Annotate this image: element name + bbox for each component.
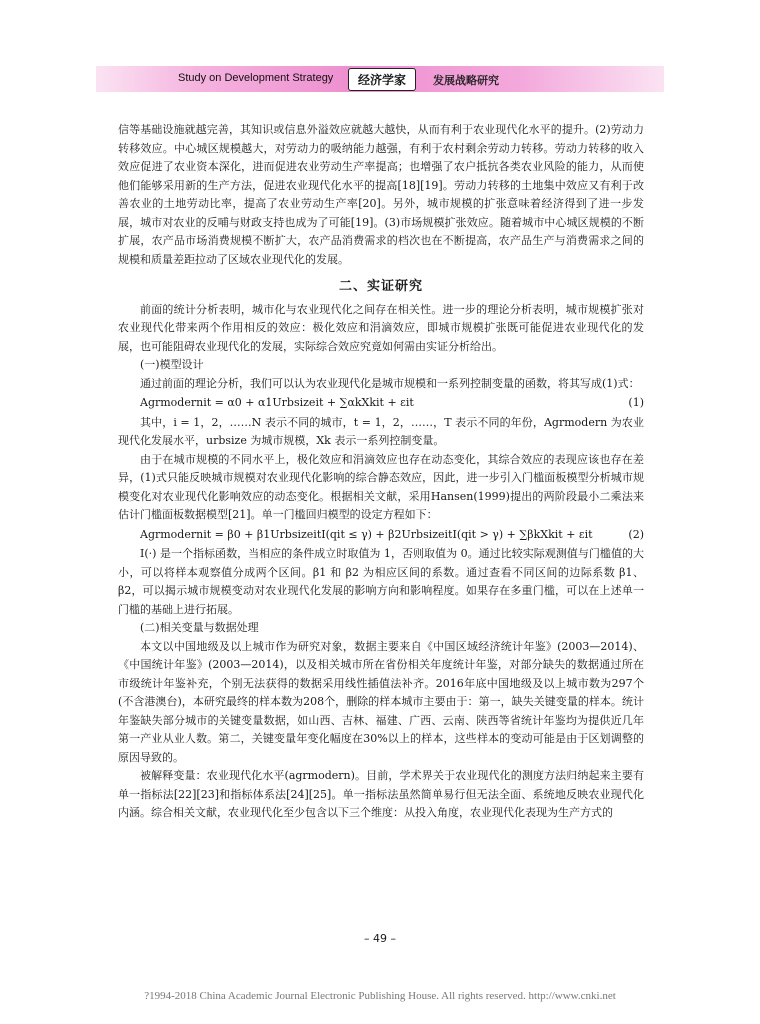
- equation-2: [118, 526, 644, 545]
- paragraph-8: 被解释变量：农业现代化水平(agrmodern)。目前，学术界关于农业现代化的测度方法归纳起来主要有单一指标法[22][23]和指标体系法[24][25]。单一指标法虽然简单易行但无法全面、系统地反映农业现代化内涵。综合相关文献，农业现代化至少包含以下三个维度：从投入角度，农业现代化表现为生产方式的: [118, 769, 644, 819]
- paragraph-6: I(·) 是一个指标函数，当相应的条件成立时取值为 1，否则取值为 0。通过比较实际观测值与门槛值的大小，可以将样本观察值分成两个区间。β1 和 β2 为相应区间的系数。通过查看不同区间的边际系数 β1、β2，可以揭示城市规模变动对农业现代化发展的影响方向和影响程度。如果存在多重门槛，可以在上述单一门槛的基础上进行拓展。: [118, 547, 644, 616]
- paragraph-2: 前面的统计分析表明，城市化与农业现代化之间存在相关性。进一步的理论分析表明，城市规模扩张对农业现代化带来两个作用相反的效应：极化效应和涓滴效应，即城市规模扩张既可能促进农业现代化的发展，也可能阻碍农业现代化的发展，实际综合效应究竟如何需由实证分析给出。: [118, 302, 644, 353]
- header-column-title: 发展战略研究: [433, 74, 499, 87]
- paragraph-7: 本文以中国地级及以上城市作为研究对象，数据主要来自《中国区域经济统计年鉴》(2003—2014)、《中国统计年鉴》(2003—2014)，以及相关城市所在省份相关年度统计年鉴，对部分缺失的数据通过所在市级统计年鉴补充，个别无法获得的数据采用线性插值法补齐。2016年底中国地级及以上城市数为297个(不含港澳台)，本研究最终的样本数为208个，删除的样本城市主要由于：第一，缺失关键变量的样本。统计年鉴缺失部分城市的关键变量数据，如山西、吉林、福建、广西、云南、陕西等省统计年鉴均为提供近几年第一产业从业人数。第二，关键变量年变化幅度在30%以上的样本，这些样本的变动可能是由于区划调整的原因导致的。: [118, 639, 644, 764]
- section-title: 二、实证研究: [338, 279, 423, 294]
- paragraph-4: 其中，i = 1，2，……N 表示不同的城市，t = 1，2，……，T 表示不同的年份，Agrmodern 为农业现代化发展水平，urbsize 为城市规模，Xk 表示一系列控制变量。: [118, 415, 644, 447]
- equation-1-formula: Agrmodernit = α0 + α1Urbsizeit + ∑αkXkit + εit: [140, 396, 414, 409]
- paragraph-5: 由于在城市规模的不同水平上，极化效应和涓滴效应也存在动态变化，其综合效应的表现应该也存在差异，(1)式只能反映城市规模对农业现代化影响的综合静态效应，因此，进一步引入门槛面板模型分析城市规模变化对农业现代化影响效应的动态变化。根据相关文献，采用Hansen(1999)提出的两阶段最小二乘法来估计门槛面板数据模型[21]。单一门槛回归模型的设定方程如下：: [118, 452, 644, 521]
- paragraph-1: 信等基础设施就越完善，其知识或信息外溢效应就越大越快，从而有利于农业现代化水平的提升。(2)劳动力转移效应。中心城区规模越大，对劳动力的吸纳能力越强，有利于农村剩余劳动力转移。劳动力转移的收入效应促进了农业资本深化，进而促进农业劳动生产率提高；也增强了农户抵抗各类农业风险的能力，从而使他们能够采用新的生产方法，促进农业现代化水平的提高[18][19]。劳动力转移的土地集中效应又有利于改善农业的土地劳动比率，提高了农业劳动生产率[20]。另外，城市规模的扩张意味着经济得到了进一步发展，城市对农业的反哺与财政支持也成为了可能[19]。(3)市场规模扩张效应。随着城市中心城区规模的不断扩展，农产品市场消费规模不断扩大，农产品消费需求的档次也在不断提高，农产品生产与消费需求之间的规模和质量差距拉动了区域农业现代化的发展。: [118, 123, 644, 266]
- subsection-model-design: (一)模型设计: [140, 358, 204, 371]
- page-number: – 49 –: [364, 932, 396, 945]
- copyright-notice: ?1994-2018 China Academic Journal Electronic Publishing House. All rights reserved. http://www.cnki.net: [144, 990, 616, 1002]
- equation-1-number: (1): [628, 396, 644, 409]
- equation-2-number: (2): [628, 527, 644, 541]
- subsection-variables: (二)相关变量与数据处理: [140, 621, 259, 634]
- header-english-title: Study on Development Strategy: [178, 72, 334, 84]
- equation-1: [118, 394, 644, 413]
- journal-logo: 经济学家: [348, 68, 416, 91]
- paragraph-3: 通过前面的理论分析，我们可以认为农业现代化是城市规模和一系列控制变量的函数，将其写成(1)式：: [140, 376, 640, 390]
- article-body: [118, 121, 644, 823]
- equation-2-formula: Agrmodernit = β0 + β1UrbsizeitI(qit ≤ γ) + β2UrbsizeitI(qit > γ) + ∑βkXkit + εit: [140, 527, 593, 541]
